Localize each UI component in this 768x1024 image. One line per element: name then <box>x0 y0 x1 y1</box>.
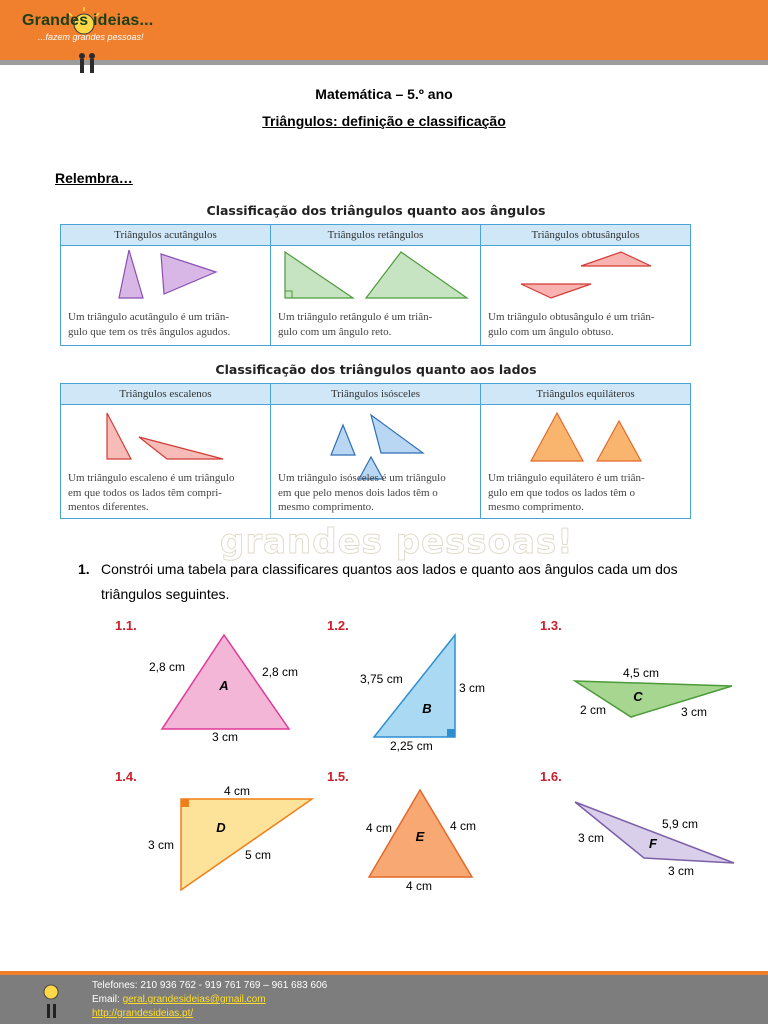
figure-label: 1.1. <box>115 618 137 633</box>
figure-label: 1.6. <box>540 769 562 784</box>
figure-label: 1.4. <box>115 769 137 784</box>
footer-logo <box>6 978 86 1022</box>
triangle-a-name: A <box>219 678 229 693</box>
angles-table-title: Classificação dos triângulos quanto aos ângulos <box>206 203 546 218</box>
side-label: 4 cm <box>450 819 477 833</box>
side-label: 3,75 cm <box>360 672 403 686</box>
side-label: 4 cm <box>406 879 433 893</box>
table-header-cell: Triângulos escalenos <box>61 384 271 404</box>
figure-label: 1.2. <box>327 618 349 633</box>
cell-description: Um triângulo obtusângulo é um triân- gulo com um ângulo obtuso. <box>488 311 655 338</box>
section-heading: Relembra… <box>55 170 133 186</box>
side-label: 5,9 cm <box>662 817 699 831</box>
triangle-d-name: D <box>216 820 226 835</box>
side-label: 3 cm <box>668 864 695 878</box>
side-label: 2,8 cm <box>149 660 186 674</box>
right-angle-marker <box>447 729 455 737</box>
side-label: 3 cm <box>148 838 175 852</box>
table-header-cell: Triângulos equiláteros <box>536 388 635 400</box>
cell-description: Um triângulo isósceles é um triângulo em que pelo menos dois lados têm o mesmo comprimento. <box>278 472 446 513</box>
triangle-c-name: C <box>633 689 643 704</box>
cell-description: Um triângulo acutângulo é um triân- gulo que tem os três ângulos agudos. <box>68 311 231 338</box>
side-label: 2 cm <box>580 703 607 717</box>
logo-tagline: ...fazem grandes pessoas! <box>38 32 144 42</box>
logo-text: Grandes ideias... <box>22 12 154 29</box>
footer-contact <box>92 979 327 1021</box>
side-label: 4,5 cm <box>623 666 660 680</box>
email-link[interactable]: geral.grandesideias@gmail.com <box>122 994 266 1005</box>
side-label: 3 cm <box>459 681 486 695</box>
cell-description: Um triângulo equilátero é um triân- gulo em que todos os lados têm o mesmo comprimento. <box>488 472 645 513</box>
footer-website-line <box>92 1007 327 1021</box>
triangle-f-name: F <box>649 836 657 851</box>
side-label: 4 cm <box>224 784 251 798</box>
side-label: 4 cm <box>366 821 393 835</box>
side-label: 3 cm <box>681 705 708 719</box>
figure-label: 1.3. <box>540 618 562 633</box>
right-angle-marker <box>181 799 189 807</box>
footer-phones: Telefones: 210 936 762 - 919 761 769 – 961 683 606 <box>92 980 328 991</box>
cell-description: Um triângulo retângulo é um triân- gulo com um ângulo reto. <box>278 311 433 338</box>
table-header-cell: Triângulos isósceles <box>271 384 481 404</box>
side-label: 3 cm <box>212 730 239 744</box>
side-label: 3 cm <box>578 831 605 845</box>
side-label: 2,8 cm <box>262 665 299 679</box>
triangle-b <box>374 635 455 737</box>
table-header-cell: Triângulos obtusângulos <box>531 229 640 241</box>
triangle-e-name: E <box>415 829 425 844</box>
watermark-logo: grandes pessoas! <box>220 522 574 562</box>
footer-email-line: Email: geral.grandesideias@gmail.com <box>92 994 266 1005</box>
table-header-cell: Triângulos acutângulos <box>61 225 271 245</box>
triangle-b-name: B <box>422 701 432 716</box>
side-label: 5 cm <box>245 848 272 862</box>
exercise-number: 1. <box>78 561 90 577</box>
website-link[interactable]: http://grandesideias.pt/ <box>92 1008 194 1019</box>
exercise-text: Constrói uma tabela para classificares quantos aos lados e quanto aos ângulos cada um dos triângulos seguintes. <box>101 561 678 602</box>
cell-description: Um triângulo escaleno é um triângulo em que todos os lados têm compri- mentos diferentes. <box>68 472 235 513</box>
triangle-d <box>181 799 312 890</box>
sides-table-title: Classificação dos triângulos quanto aos lados <box>215 362 537 377</box>
page-title: Matemática – 5.º ano <box>315 86 453 102</box>
side-label: 2,25 cm <box>390 739 433 753</box>
page-subtitle: Triângulos: definição e classificação <box>262 113 506 129</box>
table-header-cell: Triângulos retângulos <box>271 225 481 245</box>
figure-label: 1.5. <box>327 769 349 784</box>
